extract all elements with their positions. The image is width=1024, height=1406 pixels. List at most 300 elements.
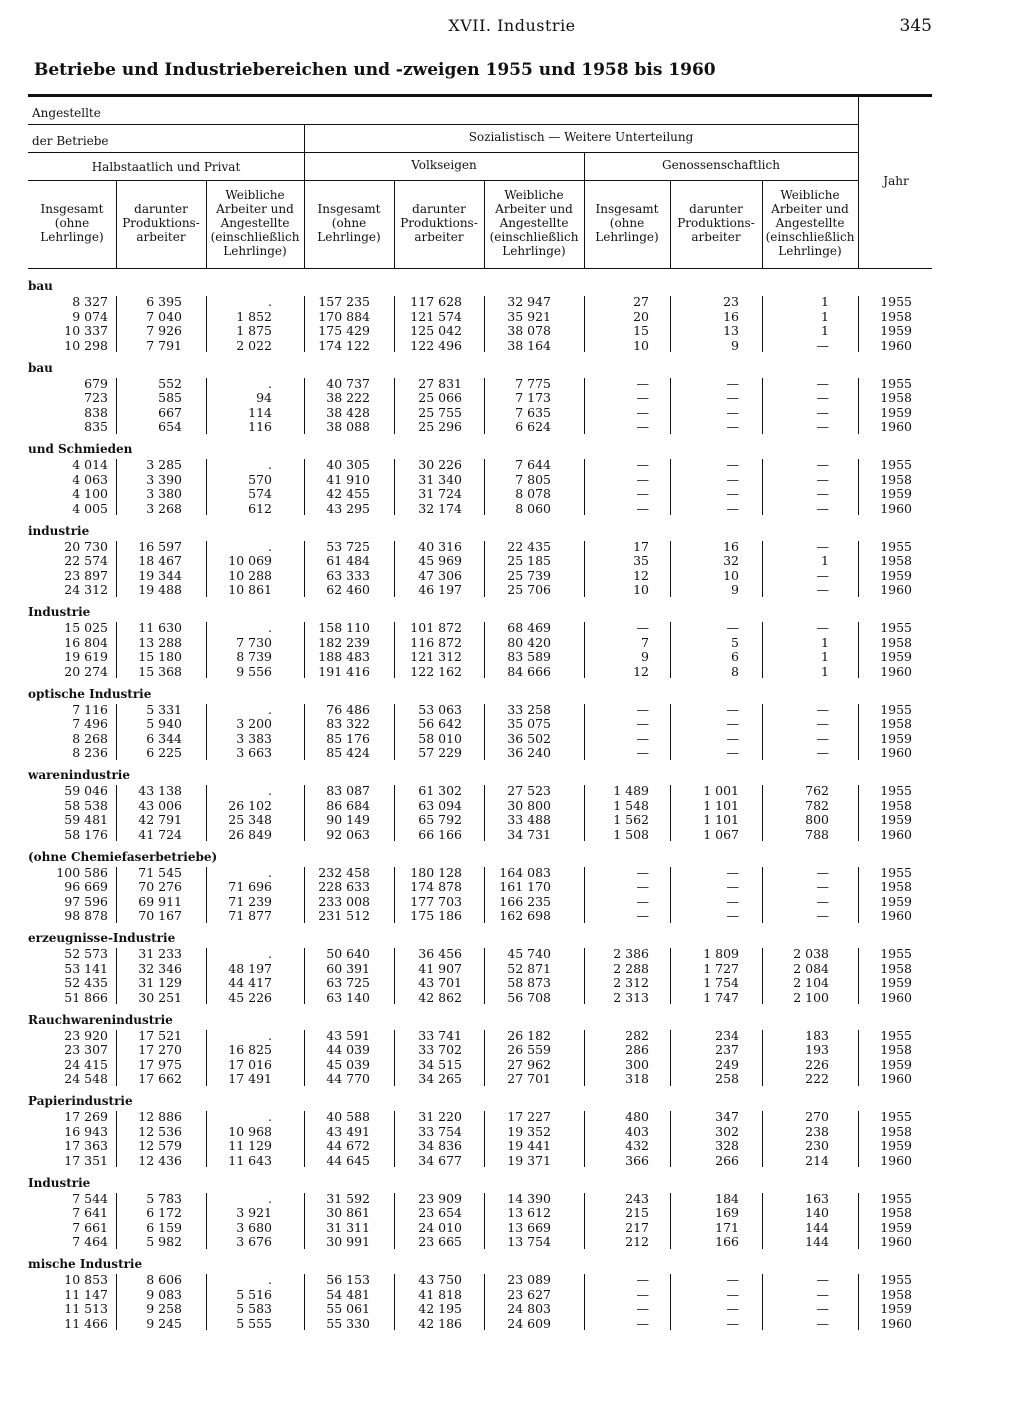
table-cell: 7 641	[72, 1205, 108, 1220]
column-divider	[304, 1111, 305, 1167]
table-cell: —	[816, 471, 829, 487]
year-cell: 1960	[880, 989, 912, 1005]
table-cell: 54 481	[326, 1286, 370, 1302]
table-cell: 23 654	[418, 1205, 462, 1220]
column-divider	[584, 1274, 585, 1330]
column-divider	[116, 296, 117, 352]
table-cell: 34 731	[507, 826, 551, 842]
column-divider	[394, 785, 395, 841]
column-divider	[858, 948, 859, 1004]
table-cell: 34 677	[418, 1152, 462, 1168]
table-cell: 23 089	[507, 1272, 551, 1287]
table-row	[0, 1192, 1024, 1206]
table-cell: 85 176	[326, 730, 370, 746]
table-cell: —	[726, 730, 739, 746]
table-cell: 612	[248, 500, 272, 516]
table-cell: 258	[715, 1071, 739, 1086]
table-cell: 328	[715, 1138, 739, 1153]
table-cell: 838	[84, 404, 108, 420]
table-cell: 10 337	[64, 323, 108, 338]
table-cell: 2 104	[793, 975, 829, 990]
year-cell: 1960	[880, 419, 912, 434]
table-cell: 1	[821, 308, 829, 324]
column-divider	[206, 948, 207, 1004]
column-heading-line: darunter	[412, 202, 466, 216]
table-cell: 723	[84, 390, 108, 405]
table-cell: 166 235	[499, 893, 551, 909]
table-cell: 158 110	[318, 620, 370, 635]
table-cell: 71 239	[228, 893, 272, 909]
table-row	[0, 621, 1024, 635]
table-row	[0, 420, 1024, 434]
table-cell: 116	[248, 419, 272, 434]
table-cell: 432	[625, 1138, 649, 1153]
table-cell: 27 962	[507, 1056, 551, 1072]
table-cell: 16	[723, 308, 739, 324]
column-divider	[762, 1193, 763, 1249]
table-cell: 31 233	[138, 946, 182, 961]
column-divider	[304, 622, 305, 678]
table-cell: 17 227	[507, 1109, 551, 1124]
column-divider	[304, 541, 305, 597]
table-cell: 33 702	[418, 1042, 462, 1057]
page-number: 345	[899, 16, 932, 36]
table-cell: 84 666	[507, 663, 551, 679]
column-divider	[304, 704, 305, 760]
table-cell: —	[636, 893, 649, 909]
year-cell: 1955	[880, 1109, 912, 1124]
header-angestellte: Angestellte	[32, 106, 101, 120]
column-divider	[394, 948, 395, 1004]
year-cell: 1958	[880, 1205, 912, 1220]
table-cell: 1 875	[236, 323, 272, 338]
table-cell: 23 909	[418, 1190, 462, 1206]
table-cell: 23 897	[64, 567, 108, 583]
table-cell: 11 643	[228, 1152, 272, 1168]
column-divider	[206, 1193, 207, 1249]
table-cell: 15 180	[138, 649, 182, 664]
section-title: und Schmieden	[28, 442, 133, 456]
column-divider	[858, 867, 859, 923]
column-heading-line: arbeiter	[691, 230, 741, 244]
header-der-betriebe: der Betriebe	[32, 134, 109, 148]
section-title: industrie	[28, 523, 90, 538]
table-cell: 3 921	[236, 1205, 272, 1220]
table-cell: —	[636, 500, 649, 516]
table-cell: .	[268, 620, 272, 635]
column-divider	[484, 378, 485, 434]
table-cell: 9 556	[236, 663, 272, 679]
column-divider	[206, 378, 207, 434]
table-cell: —	[816, 701, 829, 717]
table-cell: 238	[805, 1123, 829, 1139]
table-cell: 12 886	[138, 1109, 182, 1124]
column-divider	[304, 1030, 305, 1086]
table-cell: 70 167	[138, 908, 182, 923]
table-cell: 157 235	[318, 294, 370, 309]
table-cell: 32 174	[418, 500, 462, 516]
table-cell: 1 809	[703, 946, 739, 961]
table-cell: —	[636, 1301, 649, 1316]
table-cell: —	[816, 567, 829, 583]
header-volkseigen: Volkseigen	[411, 158, 477, 172]
table-cell: 42 455	[326, 486, 370, 501]
table-cell: 86 684	[326, 797, 370, 813]
column-heading-line: Lehrlinge)	[502, 244, 566, 258]
table-cell: 1 508	[613, 826, 649, 842]
year-cell: 1960	[880, 1152, 912, 1168]
section-title: Industrie	[28, 1175, 91, 1190]
table-cell: 71 545	[138, 864, 182, 880]
table-cell: 233 008	[318, 893, 370, 909]
column-divider	[858, 704, 859, 760]
column-divider	[116, 622, 117, 678]
table-cell: 59 046	[64, 783, 108, 798]
column-divider	[116, 541, 117, 597]
table-cell: 22 574	[64, 553, 108, 568]
column-heading-line: Produktions-	[677, 216, 755, 230]
table-cell: 94	[256, 390, 272, 405]
table-row	[0, 1058, 1024, 1072]
table-cell: 1 489	[613, 783, 649, 798]
table-cell: 4 100	[72, 486, 108, 501]
year-cell: 1960	[880, 908, 912, 923]
table-cell: 552	[158, 375, 182, 391]
table-cell: 44 417	[228, 975, 272, 990]
table-cell: 177 703	[410, 893, 462, 909]
table-row	[0, 784, 1024, 798]
table-cell: 58 538	[64, 797, 108, 813]
table-cell: 60 391	[326, 960, 370, 976]
table-cell: —	[816, 620, 829, 635]
table-cell: 782	[805, 797, 829, 813]
table-cell: 36 456	[418, 946, 462, 961]
table-cell: 16 943	[64, 1123, 108, 1139]
table-cell: .	[268, 1272, 272, 1287]
column-divider	[670, 459, 671, 515]
year-cell: 1959	[880, 323, 912, 338]
table-cell: 19 619	[64, 649, 108, 664]
table-cell: 25 755	[418, 404, 462, 420]
table-cell: 25 348	[228, 812, 272, 827]
table-cell: 31 592	[326, 1190, 370, 1206]
table-row	[0, 502, 1024, 516]
column-divider	[484, 948, 485, 1004]
column-divider	[762, 1030, 763, 1086]
table-cell: 266	[715, 1152, 739, 1168]
table-cell: 38 078	[507, 323, 551, 338]
table-cell: 5 982	[146, 1234, 182, 1249]
table-cell: 25 739	[507, 567, 551, 583]
table-cell: —	[726, 893, 739, 909]
table-row	[0, 962, 1024, 976]
table-cell: —	[726, 879, 739, 894]
year-cell: 1958	[880, 879, 912, 894]
table-cell: 7 730	[236, 634, 272, 650]
column-heading-line: Lehrlinge)	[317, 230, 381, 244]
table-cell: 3 390	[146, 471, 182, 487]
table-cell: 1 067	[703, 826, 739, 842]
table-cell: 56 708	[507, 989, 551, 1005]
table-cell: 36 240	[507, 745, 551, 760]
table-cell: 34 265	[418, 1071, 462, 1086]
table-cell: 8 078	[515, 486, 551, 501]
column-divider	[206, 622, 207, 678]
table-cell: 17 016	[228, 1056, 272, 1072]
table-cell: 15 025	[64, 620, 108, 635]
table-cell: 174 878	[410, 879, 462, 894]
table-row	[0, 665, 1024, 679]
column-divider	[304, 1274, 305, 1330]
column-heading-line: Arbeiter und	[771, 202, 849, 216]
table-cell: —	[816, 337, 829, 353]
column-divider	[304, 378, 305, 434]
table-cell: 44 770	[326, 1071, 370, 1086]
table-cell: 7 116	[72, 701, 108, 717]
table-cell: 232 458	[318, 864, 370, 880]
table-cell: 114	[248, 404, 272, 420]
table-cell: 63 333	[326, 567, 370, 583]
table-cell: 56 153	[326, 1272, 370, 1287]
column-divider	[484, 785, 485, 841]
table-cell: —	[726, 620, 739, 635]
table-cell: 83 322	[326, 716, 370, 731]
table-cell: 40 737	[326, 375, 370, 391]
column-divider	[394, 459, 395, 515]
table-cell: 24 010	[418, 1219, 462, 1235]
table-cell: 161 170	[499, 879, 551, 894]
section-title: bau	[28, 279, 53, 293]
table-cell: —	[816, 1272, 829, 1287]
table-cell: 40 305	[326, 457, 370, 472]
table-cell: 35 075	[507, 716, 551, 731]
table-cell: 44 672	[326, 1138, 370, 1153]
column-divider	[484, 296, 485, 352]
table-cell: 53 141	[64, 960, 108, 976]
table-cell: —	[816, 390, 829, 405]
table-cell: 5	[731, 634, 739, 650]
table-cell: 63 094	[418, 797, 462, 813]
column-divider	[858, 1193, 859, 1249]
table-cell: 215	[625, 1205, 649, 1220]
table-cell: 7 926	[146, 323, 182, 338]
table-cell: 44 645	[326, 1152, 370, 1168]
table-cell: 1	[821, 634, 829, 650]
table-cell: 43 701	[418, 975, 462, 990]
table-row	[0, 636, 1024, 650]
column-divider	[116, 948, 117, 1004]
column-heading-line: Weibliche	[504, 188, 564, 202]
column-divider	[762, 704, 763, 760]
table-cell: 3 268	[146, 500, 182, 516]
table-cell: 12 436	[138, 1152, 182, 1168]
table-cell: 654	[158, 419, 182, 434]
table-cell: 5 583	[236, 1301, 272, 1316]
table-cell: 40 588	[326, 1109, 370, 1124]
running-head: XVII. Industrie	[448, 16, 576, 35]
year-cell: 1960	[880, 663, 912, 679]
table-row	[0, 717, 1024, 731]
table-cell: —	[726, 419, 739, 434]
table-cell: 282	[625, 1027, 649, 1043]
table-cell: 243	[625, 1190, 649, 1206]
table-row	[0, 295, 1024, 309]
year-cell: 1959	[880, 1138, 912, 1153]
year-cell: 1959	[880, 1056, 912, 1072]
table-cell: 6 172	[146, 1205, 182, 1220]
table-cell: 31 340	[418, 471, 462, 487]
column-divider	[116, 704, 117, 760]
table-cell: —	[816, 745, 829, 760]
table-cell: 31 129	[138, 975, 182, 990]
table-cell: 20 274	[64, 663, 108, 679]
table-cell: .	[268, 1109, 272, 1124]
table-row	[0, 650, 1024, 664]
table-cell: 144	[805, 1234, 829, 1249]
year-cell: 1959	[880, 975, 912, 990]
table-cell: —	[816, 716, 829, 731]
table-cell: 10	[723, 567, 739, 583]
table-row	[0, 391, 1024, 405]
table-cell: 116 872	[410, 634, 462, 650]
table-cell: 55 061	[326, 1301, 370, 1316]
column-divider	[484, 867, 485, 923]
table-cell: 62 460	[326, 582, 370, 597]
table-cell: 51 866	[64, 989, 108, 1005]
table-row	[0, 976, 1024, 990]
column-divider	[584, 704, 585, 760]
table-cell: 8 327	[72, 294, 108, 309]
table-cell: 679	[84, 375, 108, 391]
table-cell: —	[816, 486, 829, 501]
table-cell: 300	[625, 1056, 649, 1072]
table-cell: —	[816, 419, 829, 434]
table-cell: 1	[821, 323, 829, 338]
table-row	[0, 1043, 1024, 1057]
table-cell: 26 102	[228, 797, 272, 813]
table-row	[0, 487, 1024, 501]
column-divider	[670, 1111, 671, 1167]
table-cell: —	[636, 745, 649, 760]
table-cell: 4 014	[72, 457, 108, 472]
table-cell: 30 251	[138, 989, 182, 1005]
column-divider	[670, 867, 671, 923]
year-cell: 1955	[880, 864, 912, 880]
table-row	[0, 813, 1024, 827]
table-cell: 25 185	[507, 553, 551, 568]
year-cell: 1960	[880, 1234, 912, 1249]
table-cell: 11 147	[64, 1286, 108, 1302]
table-cell: 302	[715, 1123, 739, 1139]
table-cell: 90 149	[326, 812, 370, 827]
table-cell: 45 969	[418, 553, 462, 568]
year-cell: 1959	[880, 1219, 912, 1235]
table-cell: —	[816, 908, 829, 923]
table-cell: 17 270	[138, 1042, 182, 1057]
column-divider	[762, 948, 763, 1004]
table-cell: 7 635	[515, 404, 551, 420]
table-cell: .	[268, 1027, 272, 1043]
table-cell: 23 920	[64, 1027, 108, 1043]
table-cell: 34 515	[418, 1056, 462, 1072]
column-heading-line: arbeiter	[136, 230, 186, 244]
table-cell: —	[816, 375, 829, 391]
table-cell: —	[726, 701, 739, 717]
column-divider	[206, 1030, 207, 1086]
table-cell: 175 429	[318, 323, 370, 338]
table-cell: 17 662	[138, 1071, 182, 1086]
table-cell: 121 312	[410, 649, 462, 664]
column-heading-line: Lehrlinge)	[778, 244, 842, 258]
table-cell: —	[726, 1286, 739, 1302]
table-cell: 16 804	[64, 634, 108, 650]
column-divider	[394, 296, 395, 352]
table-row	[0, 1288, 1024, 1302]
table-cell: 2 288	[613, 960, 649, 976]
table-cell: 170 884	[318, 308, 370, 324]
table-cell: .	[268, 538, 272, 554]
column-divider	[484, 541, 485, 597]
table-cell: —	[816, 879, 829, 894]
year-cell: 1959	[880, 812, 912, 827]
header-genossenschaftlich: Genossenschaftlich	[662, 158, 780, 172]
section-title: Papierindustrie	[28, 1094, 133, 1108]
column-divider	[484, 1111, 485, 1167]
table-cell: 7 040	[146, 308, 182, 324]
table-row	[0, 1139, 1024, 1153]
document-title: Betriebe und Industriebereichen und -zweigen 1955 und 1958 bis 1960	[34, 60, 716, 80]
table-cell: 26 849	[228, 826, 272, 842]
table-row	[0, 569, 1024, 583]
table-cell: 7 544	[72, 1190, 108, 1206]
table-cell: 13 754	[507, 1234, 551, 1249]
table-cell: 13 612	[507, 1205, 551, 1220]
year-cell: 1960	[880, 1071, 912, 1086]
column-divider	[304, 296, 305, 352]
column-divider	[584, 622, 585, 678]
table-cell: 5 783	[146, 1190, 182, 1206]
table-row	[0, 1317, 1024, 1331]
column-divider	[762, 296, 763, 352]
table-cell: 214	[805, 1152, 829, 1168]
table-cell: —	[726, 375, 739, 391]
column-heading-line: Weibliche	[225, 188, 285, 202]
section-title: Rauchwarenindustrie	[28, 1012, 173, 1027]
year-cell: 1955	[880, 701, 912, 717]
table-cell: 480	[625, 1109, 649, 1124]
table-cell: —	[726, 1301, 739, 1316]
table-cell: 667	[158, 404, 182, 420]
column-divider	[116, 378, 117, 434]
table-cell: —	[816, 1315, 829, 1331]
table-cell: 38 222	[326, 390, 370, 405]
table-cell: 38 164	[507, 337, 551, 353]
table-cell: 26 559	[507, 1042, 551, 1057]
table-cell: 25 066	[418, 390, 462, 405]
column-divider	[394, 1193, 395, 1249]
table-cell: —	[636, 404, 649, 420]
table-cell: 2 100	[793, 989, 829, 1005]
table-cell: 9	[641, 649, 649, 664]
header-sozialistisch: Sozialistisch — Weitere Unterteilung	[468, 130, 694, 144]
table-cell: 43 591	[326, 1027, 370, 1043]
column-divider	[858, 378, 859, 434]
table-cell: 27	[633, 294, 649, 309]
column-divider	[762, 459, 763, 515]
table-cell: 249	[715, 1056, 739, 1072]
table-cell: .	[268, 946, 272, 961]
table-cell: 68 469	[507, 620, 551, 635]
